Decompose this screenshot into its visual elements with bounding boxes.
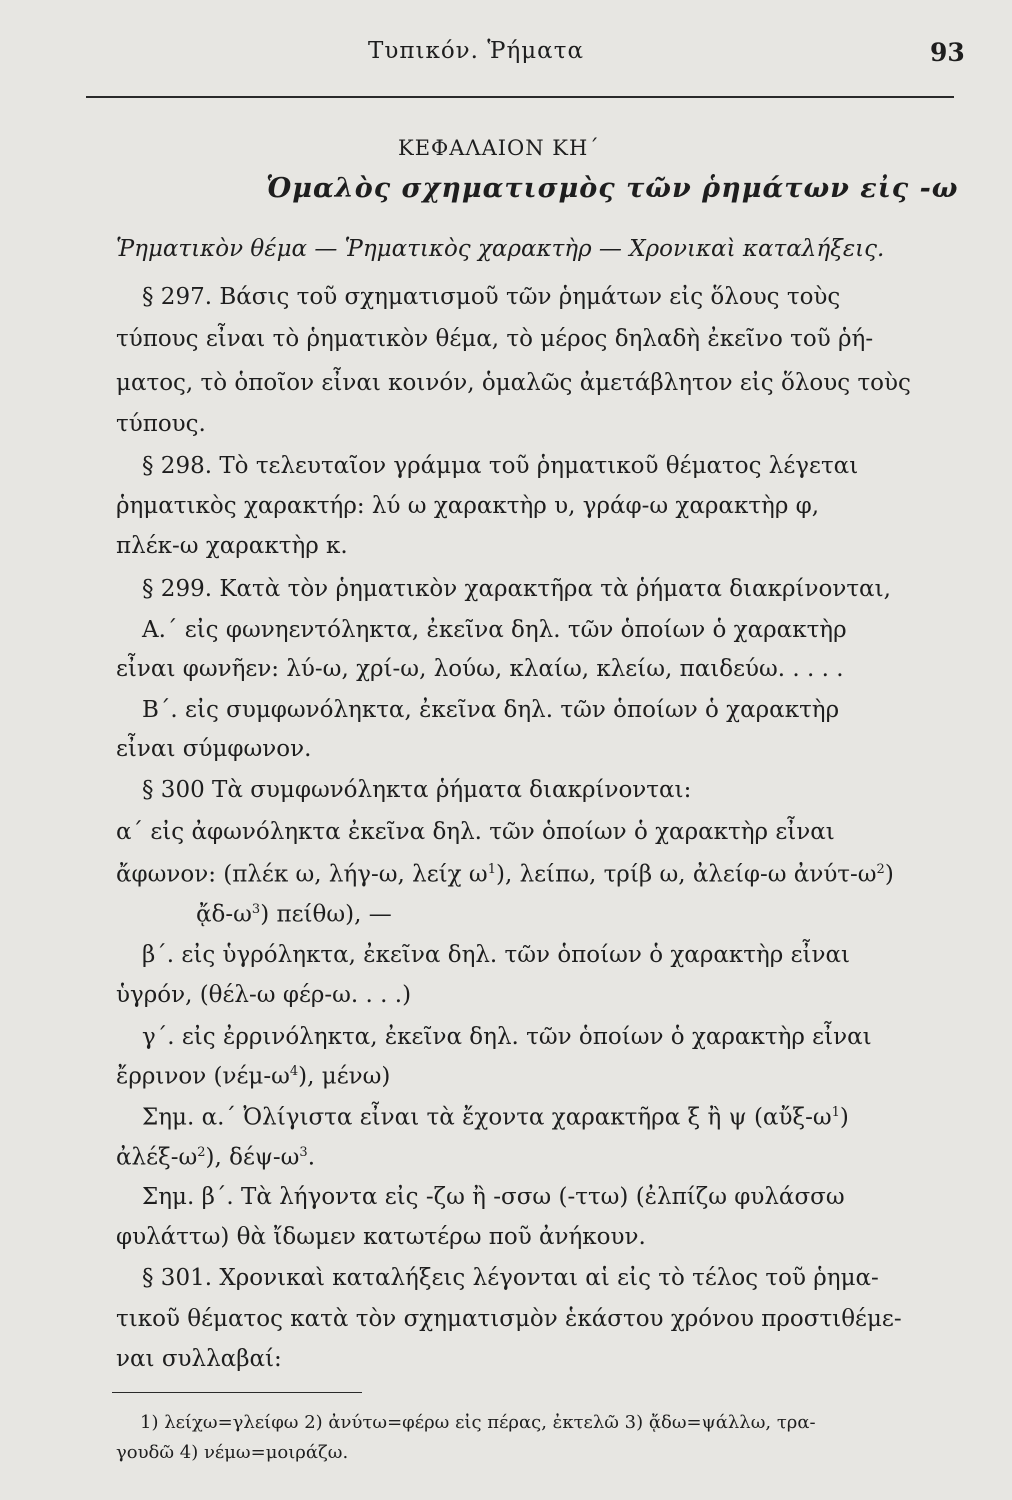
footnote-ref: 1 <box>831 1105 840 1120</box>
page-number: 93 <box>930 38 965 67</box>
footnote-ref: 4 <box>289 1064 299 1079</box>
chapter-label: ΚΕΦΑΛΑΙΟΝ ΚΗ΄ <box>398 136 600 160</box>
paragraph-line: § 300 Τὰ συμφωνόληκτα ῥήματα διακρίνονται: <box>142 777 692 803</box>
paragraph-line: ματος, τὸ ὁποῖον εἶναι κοινόν, ὁμαλῶς ἀμετάβλητον εἰς ὅλους τοὺς <box>116 370 911 396</box>
paragraph-line: τύπους εἶναι τὸ ῥηματικὸν θέμα, τὸ μέρος δηλαδὴ ἐκεῖνο τοῦ ῥή- <box>116 326 874 352</box>
paragraph-line: ὑγρόν, (θέλ-ω φέρ-ω. . . .) <box>116 982 412 1008</box>
footnote-ref: 3 <box>299 1145 308 1160</box>
paragraph-line <box>196 903 392 927</box>
paragraph-line: § 299. Κατὰ τὸν ῥηματικὸν χαρακτῆρα τὰ ῥήματα διακρίνονται, <box>142 576 891 602</box>
chapter-title: Ὁμαλὸς σχηματισμὸς τῶν ῥημάτων εἰς -ω <box>266 173 959 204</box>
note-line <box>142 1106 849 1130</box>
paragraph-line: τικοῦ θέματος κατὰ τὸν σχηματισμὸν ἑκάστου χρόνου προστιθέμε- <box>116 1306 902 1332</box>
text-run: Σημ. α.΄ Ὀλίγιστα εἶναι τὰ ἔχοντα χαρακτῆρα ξ ἢ ψ (αὔξ-ω <box>142 1104 832 1131</box>
footnote-rule <box>112 1392 362 1393</box>
running-title: Τυπικόν. Ῥήματα <box>368 38 584 64</box>
paragraph-line: § 298. Τὸ τελευταῖον γράμμα τοῦ ῥηματικοῦ θέματος λέγεται <box>142 453 859 479</box>
paragraph-line: εἶναι φωνῆεν: λύ-ω, χρί-ω, λούω, κλαίω, κλείω, παιδεύω. . . . . <box>116 656 844 682</box>
paragraph-line: § 301. Χρονικαὶ καταλήξεις λέγονται αἱ εἰς τὸ τέλος τοῦ ῥημα- <box>142 1265 879 1291</box>
header-rule <box>86 96 954 98</box>
text-run: ἔρρινον (νέμ-ω <box>116 1063 290 1090</box>
footnote-ref: 2 <box>197 1145 206 1160</box>
footnote-line: 1) λείχω=γλείφω 2) ἀνύτω=φέρω εἰς πέρας, ἐκτελῶ 3) ᾄδω=ψάλλω, τρα- <box>140 1412 816 1433</box>
paragraph-line: πλέκ-ω χαρακτὴρ κ. <box>116 533 348 559</box>
text-run: ), λείπω, τρίβ ω, ἀλείφ-ω ἀνύτ-ω <box>495 861 877 888</box>
paragraph-line <box>116 863 894 887</box>
text-run: ), δέψ-ω <box>205 1144 300 1171</box>
paragraph-line: ῥηματικὸς χαρακτήρ: λύ ω χαρακτὴρ υ, γράφ-ω χαρακτὴρ φ, <box>116 493 820 519</box>
text-run: ), μένω) <box>298 1063 391 1090</box>
paragraph-line: γ΄. εἰς ἐρρινόληκτα, ἐκεῖνα δηλ. τῶν ὁποίων ὁ χαρακτὴρ εἶναι <box>142 1024 872 1050</box>
paragraph-line: α΄ εἰς ἀφωνόληκτα ἐκεῖνα δηλ. τῶν ὁποίων ὁ χαρακτὴρ εἶναι <box>116 819 835 845</box>
text-run: ἄφωνον: (πλέκ ω, λήγ-ω, λείχ ω <box>116 861 488 888</box>
footnote-ref: 2 <box>876 862 885 877</box>
text-run: ) <box>839 1104 849 1131</box>
note-line: Σημ. β΄. Τὰ λήγοντα εἰς -ζω ἢ -σσω (-ττω) (ἐλπίζω φυλάσσω <box>142 1184 845 1210</box>
footnote-ref: 3 <box>251 902 261 917</box>
text-run: . <box>307 1144 316 1171</box>
footnote-ref: 1 <box>487 862 496 877</box>
paragraph-line: εἶναι σύμφωνον. <box>116 736 312 762</box>
paragraph-line: Β΄. εἰς συμφωνόληκτα, ἐκεῖνα δηλ. τῶν ὁποίων ὁ χαρακτὴρ <box>142 697 840 723</box>
text-run: ) πείθω), — <box>260 901 392 928</box>
paragraph-line: ναι συλλαβαί: <box>116 1346 282 1372</box>
paragraph-line <box>116 1065 390 1089</box>
text-run: ἀλέξ-ω <box>116 1144 198 1171</box>
paragraph-line: τύπους. <box>116 411 206 437</box>
text-run: ᾄδ-ω <box>196 901 252 928</box>
paragraph-line: β΄. εἰς ὑγρόληκτα, ἐκεῖνα δηλ. τῶν ὁποίων ὁ χαρακτὴρ εἶναι <box>142 942 851 968</box>
note-line: φυλάττω) θὰ ἴδωμεν κατωτέρω ποῦ ἀνήκουν. <box>116 1224 646 1250</box>
paragraph-line: Α.΄ εἰς φωνηεντόληκτα, ἐκεῖνα δηλ. τῶν ὁποίων ὁ χαρακτὴρ <box>142 617 847 643</box>
section-subtitle: Ῥηματικὸν θέμα — Ῥηματικὸς χαρακτὴρ — Χρονικαὶ καταλήξεις. <box>116 236 885 262</box>
footnote-line: γουδῶ 4) νέμω=μοιράζω. <box>116 1442 349 1463</box>
note-line <box>116 1146 315 1170</box>
paragraph-line: § 297. Βάσις τοῦ σχηματισμοῦ τῶν ῥημάτων εἰς ὅλους τοὺς <box>142 284 841 310</box>
text-run: ) <box>884 861 894 888</box>
